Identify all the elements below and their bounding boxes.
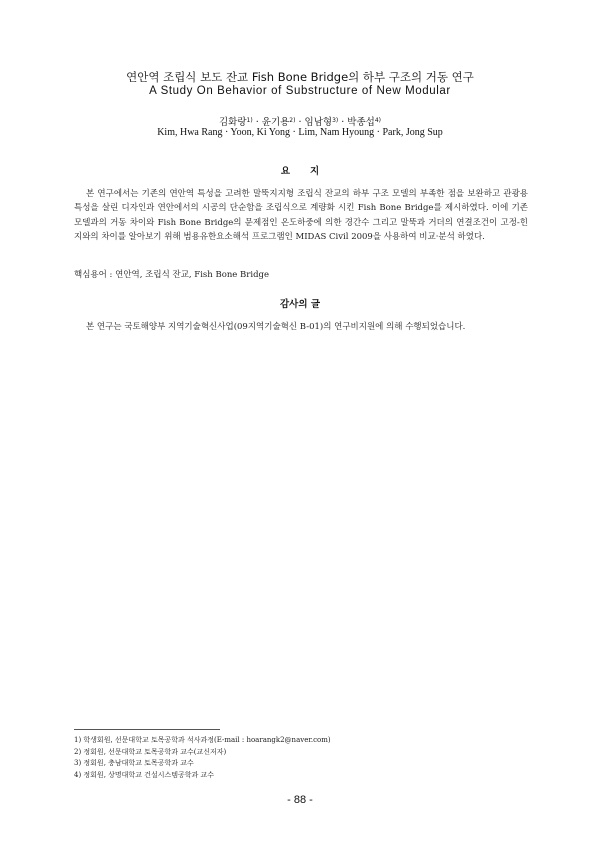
abstract-heading: 요지 (280, 166, 340, 177)
footnote-item: 4) 정회원, 상명대학교 건설시스템공학과 교수 (74, 770, 215, 779)
footnote-item: 1) 학생회원, 선문대학교 토목공학과 석사과정(E-mail : hoarangk2@naver.com) (74, 736, 331, 744)
author-affil-mark: 3) (332, 117, 339, 124)
author-separator: · (295, 117, 305, 128)
author-name: 김화랑 (219, 117, 247, 128)
author-affil-mark: 2) (289, 117, 296, 124)
title-english: A Study On Behavior of Substructure of New Modular (149, 85, 451, 97)
author-name: 윤기용 (261, 117, 290, 128)
acknowledgment-text: 본 연구는 국토해양부 지역기술혁신사업(09지역기술혁신 B-01)의 연구비지원에 의해 수행되었습니다. (86, 322, 466, 332)
author-separator: · (338, 117, 348, 128)
author-affil-mark: 4) (374, 117, 381, 124)
footnotes (74, 735, 528, 781)
authors-english: Kim, Hwa Rang · Yoon, Ki Yong · Lim, Nam Hyoung · Park, Jong Sup (157, 127, 443, 138)
acknowledgment-heading: 감사의 글 (279, 299, 320, 310)
page-number: - 88 - (287, 794, 313, 806)
footnote-item: 2) 정회원, 선문대학교 토목공학과 교수(교신저자) (74, 747, 227, 756)
author-name: 박종섭 (347, 117, 375, 128)
author-affil-mark: 1) (246, 117, 253, 124)
abstract-text: 본 연구에서는 기존의 연안역 특성을 고려한 말뚝지지형 조립식 잔교의 하부 구조 모델의 부족한 점을 보완하고 관광용 특성을 살린 디자인과 연안에서의 시공의 단순함을 조립식으로 계량화 시킨 Fish Bone Bridge를 제시하였다. 이에 기존 모델과의 거동 차이와 Fish Bone Bridge의 문제점인 온도하중에 의한 경간수 그리고 말뚝과 거더의 연결조건이 고정-힌지와의 차이를 알아보기 위해 범용유한요소해석 프로그램인 MIDAS Civil 2009을 사용하여 비교·분석 하였다. (74, 189, 528, 242)
author-name: 임남형 (304, 117, 333, 128)
title-korean: 연안역 조립식 보도 잔교 Fish Bone Bridge의 하부 구조의 거동 연구 (126, 70, 474, 84)
footnote-divider (74, 729, 220, 730)
author-separator: · (252, 117, 262, 128)
footnote-item: 3) 정회원, 충남대학교 토목공학과 교수 (74, 759, 194, 767)
authors-korean (0, 114, 600, 128)
keywords: 핵심용어 : 연안역, 조립식 잔교, Fish Bone Bridge (74, 270, 269, 280)
